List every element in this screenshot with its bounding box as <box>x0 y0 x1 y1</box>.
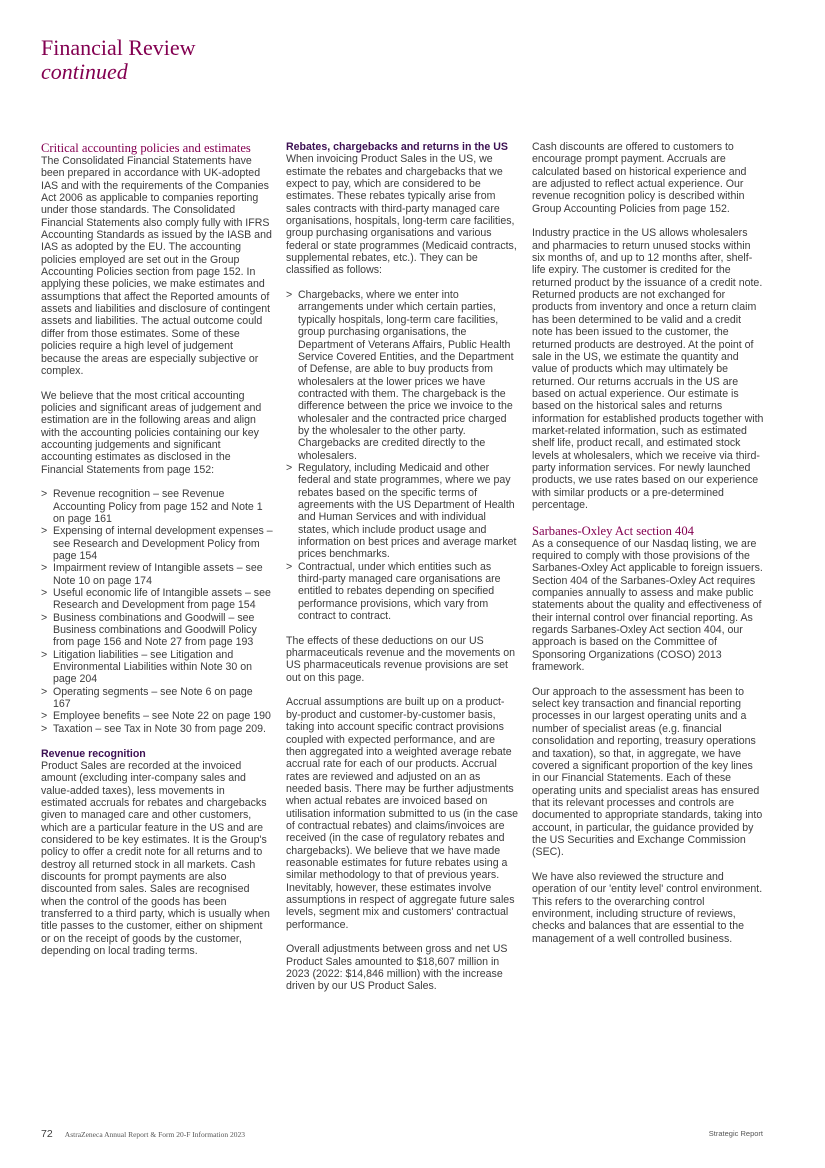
paragraph: Overall adjustments between gross and net US Product Sales amounted to $18,607 million in 2023 (2022: $14,846 million) with the increase driven by our US Product Sales. <box>286 943 508 993</box>
bullet-marker: > <box>41 562 48 575</box>
paragraph: We believe that the most critical accounting policies and significant areas of judgement and estimation are in the following areas and align with the accounting policies containing our key accounting judgements and significant accounting estimates as disclosed in the Financial Statements from page 152: <box>41 389 262 476</box>
bullet-marker: > <box>41 710 48 723</box>
page-title <box>41 36 196 84</box>
bullet-marker: > <box>41 488 48 501</box>
bullet-list <box>286 289 518 622</box>
heading-revenue-recognition: Revenue recognition <box>41 747 146 760</box>
list-item: > Litigation liabilities – see Litigation and Environmental Liabilities within Note 30 on page 204 <box>41 648 253 686</box>
paragraph: Industry practice in the US allows wholesalers and pharmacies to return unused stocks within six months of, and up to 12 months after, shelf-life expiry. The customer is credited for the returned product by the issuance of a credit note. Returned products are not exchanged for products from inventory and once a return claim has been determined to be valid and a credit note has been issued to the customer, the returned products are destroyed. At the point of sale in the US, we estimate the quantity and value of products which may ultimately be returned. Our returns accruals in the US are based on actual experience. Our estimate is based on the historical sales and returns information for established products together with market-related information, such as estimated shelf life, product recall, and estimated stock levels at wholesalers, which we receive via third-party information services. For newly launched products, we use rates based on our experience with similar products or a pre-determined percentage. <box>532 227 764 511</box>
list-item: > Taxation – see Tax in Note 30 from page 209. <box>41 722 266 735</box>
page-footer <box>41 1128 763 1140</box>
heading-critical-accounting: Critical accounting policies and estimates <box>41 141 251 155</box>
paragraph: The Consolidated Financial Statements have been prepared in accordance with UK-adopted IAS and with the requirements of the Companies Act 2006 as applicable to companies reporting under those standards. The Consolidated Financial Statements also comply fully with IFRS Accounting Standards as issued by the IASB and IAS as adopted by the EU. The accounting policies employed are set out in the Group Accounting Policies section from page 152. In applying these policies, we make estimates and assumptions that affect the Reported amounts of assets and liabilities and disclosure of contingent assets and liabilities. The actual outcome could differ from those estimates. Some of these policies require a high level of judgement because the areas are especially subjective or complex. <box>41 155 272 377</box>
page-number: 72 <box>41 1128 53 1140</box>
list-item: > Revenue recognition – see Revenue Accounting Policy from page 152 and Note 1 on page 161 <box>41 488 263 525</box>
column-3 <box>532 141 764 957</box>
document-title: AstraZeneca Annual Report & Form 20-F Information 2023 <box>64 1130 245 1139</box>
title-main: Financial Review <box>41 35 196 60</box>
paragraph: Product Sales are recorded at the invoiced amount (excluding inter-company sales and value-added taxes), less movements in estimated accruals for rebates and chargebacks given to managed care and other customers, which are a particular feature in the US and are considered to be key estimates. It is the Group's policy to offer a credit note for all returns and to destroy all returned stock in all markets. Cash discounts for prompt payments are also discounted from sales. Sales are recognised when the control of the goods has been transferred to a third party, which is usually when title passes to the customer, either on shipment or on the receipt of goods by the customer, depending on local trading terms. <box>41 759 270 957</box>
list-item: > Employee benefits – see Note 22 on page 190 <box>41 710 271 723</box>
paragraph: Cash discounts are offered to customers to encourage prompt payment. Accruals are calculated based on historical experience and are adjusted to reflect actual experience. Our revenue recognition policy is described within Group Accounting Policies from page 152. <box>532 141 747 215</box>
paragraph: When invoicing Product Sales in the US, we estimate the rebates and chargebacks that we expect to pay, which are considered to be estimates. These rebates typically arise from sales contracts with third-party managed care organisations, hospitals, long-term care facilities, group purchasing organisations and various federal or state programmes (Medicaid contracts, supplemental rebates, etc.). They can be classified as follows: <box>286 153 517 277</box>
list-item: > Contractual, under which entities such as third-party managed care organisations are entitled to rebates depending on specified performance provisions, which vary from contract to contract. <box>286 560 501 623</box>
list-item: > Business combinations and Goodwill – see Business combinations and Goodwill Policy from page 156 and Note 27 from page 193 <box>41 611 257 649</box>
column-2 <box>286 141 518 1005</box>
paragraph: We have also reviewed the structure and operation of our 'entity level' control environment. This refers to the overarching control environment, including structure of reviews, checks and balances that are essential to the management of a well controlled business. <box>532 870 763 945</box>
list-item: > Expensing of internal development expenses – see Research and Development Policy from page 154 <box>41 525 273 562</box>
bullet-marker: > <box>41 611 48 624</box>
list-item: > Impairment review of Intangible assets – see Note 10 on page 174 <box>41 562 263 587</box>
heading-sarbanes-oxley: Sarbanes-Oxley Act section 404 <box>532 523 694 538</box>
title-subtitle: continued <box>41 59 128 84</box>
bullet-list <box>41 488 273 735</box>
paragraph: The effects of these deductions on our US pharmaceuticals revenue and the movements on US pharmaceuticals revenue provisions are set out on this page. <box>286 634 516 684</box>
section-label: Strategic Report <box>708 1129 763 1138</box>
bullet-marker: > <box>41 685 48 698</box>
list-item: > Chargebacks, where we enter into arrangements under which certain parties, typically hospitals, long-term care facilities, group purchasing organisations, the Department of Veterans Affairs, Public Health Service Covered Entities, and the Department of Defense, are able to buy products from wholesalers at the lower prices we have contracted with them. The chargeback is the difference between the price we invoice to the wholesaler and the contracted price charged by the wholesaler to the other party. Chargebacks are credited directly to the wholesalers. <box>286 289 514 462</box>
paragraph: Our approach to the assessment has been to select key transaction and financial reporting processes in our largest operating units and a number of specialist areas (e.g. financial consolidation and reporting, treasury operations and taxation), so that, in aggregate, we have covered a significant proportion of the key lines in our Financial Statements. Each of these operating units and specialist areas has ensured that its relevant processes and controls are documented to appropriate standards, taking into account, in particular, the guidance provided by the US Securities and Exchange Commission (SEC). <box>532 685 763 859</box>
column-1 <box>41 141 273 970</box>
paragraph: As a consequence of our Nasdaq listing, we are required to comply with those provisions of the Sarbanes-Oxley Act applicable to foreign issuers. Section 404 of the Sarbanes-Oxley Act requires companies annually to assess and make public statements about the quality and effectiveness of their internal control over financial reporting. As regards Sarbanes-Oxley Act section 404, our approach is based on the Committee of Sponsoring Organizations (COSO) 2013 framework. <box>532 537 763 674</box>
list-item: > Regulatory, including Medicaid and other federal and state programmes, where we pay rebates based on the specific terms of agreements with the US Department of Health and Human Services and with individual states, which include product usage and information on best prices and average market prices benchmarks. <box>286 461 517 561</box>
list-item: > Operating segments – see Note 6 on page 167 <box>41 685 253 711</box>
bullet-marker: > <box>286 461 293 474</box>
bullet-marker: > <box>41 587 48 600</box>
bullet-marker: > <box>41 722 48 735</box>
bullet-marker: > <box>41 525 48 538</box>
list-item: > Useful economic life of Intangible assets – see Research and Development from page 154 <box>41 587 271 612</box>
bullet-marker: > <box>286 289 293 302</box>
heading-rebates: Rebates, chargebacks and returns in the US <box>286 141 508 153</box>
bullet-marker: > <box>41 648 48 661</box>
paragraph: Accrual assumptions are built up on a product-by-product and customer-by-customer basis, taking into account specific contract provisions coupled with expected performance, and are then aggregated into a weighted average rebate accrual rate for each of our products. Accrual rates are reviewed and adjusted on an as needed basis. There may be further adjustments when actual rebates are invoiced based on utilisation information submitted to us (in the case of contractual rebates) and claims/invoices are received (in the case of regulatory rebates and chargebacks). We believe that we have made reasonable estimates for future rebates using a similar methodology to that of previous years. Inevitably, however, these estimates involve assumptions in respect of aggregate future sales levels, segment mix and customers' contractual performance. <box>286 696 519 931</box>
bullet-marker: > <box>286 560 293 573</box>
